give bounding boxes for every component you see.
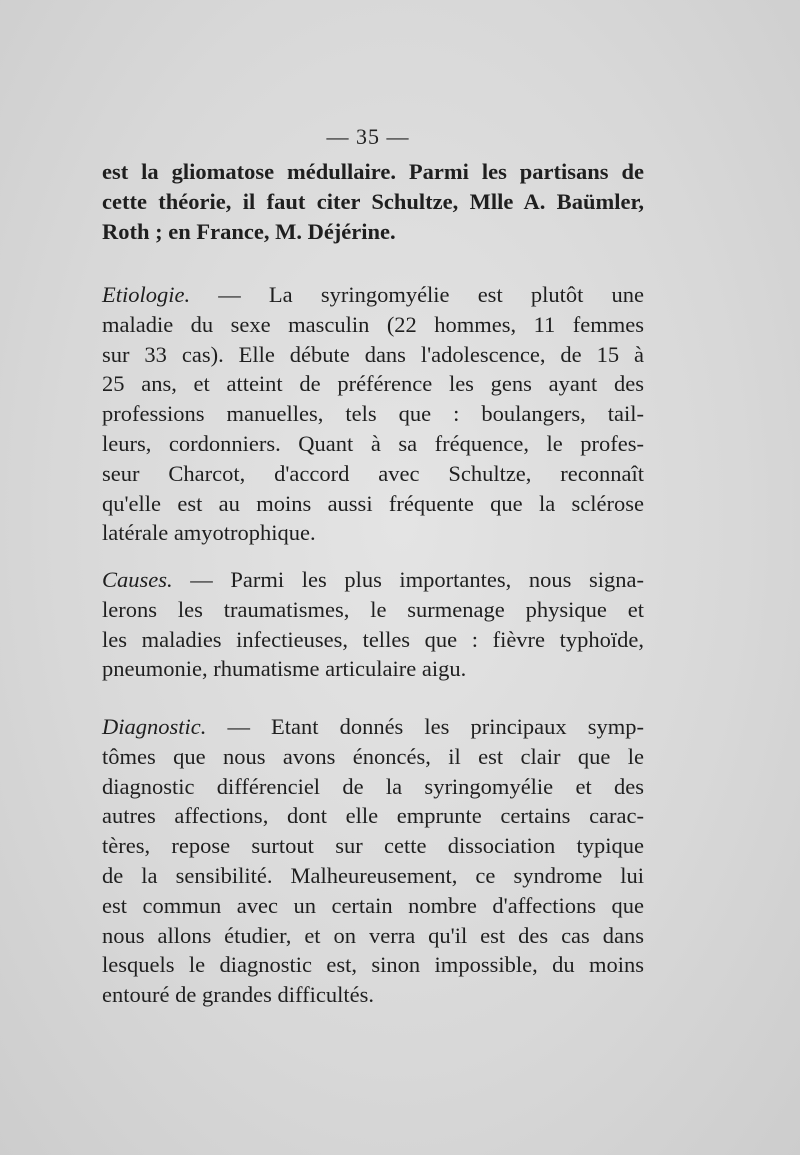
text-line: Roth ; en France, M. Déjérine. (102, 218, 396, 244)
text-line (102, 565, 644, 595)
text-line: lerons les traumatismes, le surmenage physique et (102, 596, 644, 622)
diagnostic-paragraph (102, 712, 644, 1010)
text-line: professions manuelles, tels que : boulangers, tail- (102, 401, 644, 427)
text-fragment: — Parmi les plus importantes, nous signa- (172, 567, 644, 592)
text-line (102, 712, 644, 742)
diagnostic-heading: Diagnostic. (102, 714, 207, 739)
text-line: tères, repose surtout sur cette dissociation typique (102, 833, 644, 859)
text-line: entouré de grandes difficultés. (102, 982, 374, 1008)
text-line: tômes que nous avons énoncés, il est clair que le (102, 743, 644, 769)
text-line: les maladies infectieuses, telles que : fièvre typhoïde, (102, 626, 644, 652)
text-line: de la sensibilité. Malheureusement, ce syndrome lui (102, 862, 644, 888)
text-line: 25 ans, et atteint de préférence les gens ayant des (102, 371, 644, 397)
text-line: pneumonie, rhumatisme articulaire aigu. (102, 656, 467, 682)
text-line: qu'elle est au moins aussi fréquente que la sclérose (102, 490, 644, 516)
text-fragment: — Etant donnés les principaux symp- (206, 714, 644, 739)
text-line: maladie du sexe masculin (22 hommes, 11 femmes (102, 311, 644, 337)
text-line: est la gliomatose médullaire. Parmi les partisans de (102, 159, 644, 184)
etiologie-paragraph (102, 280, 644, 548)
causes-heading: Causes. (102, 567, 173, 592)
text-line (102, 280, 644, 310)
page-number: — 35 — (326, 124, 410, 149)
text-line: est commun avec un certain nombre d'affections que (102, 892, 644, 918)
text-line: seur Charcot, d'accord avec Schultze, reconnaît (102, 460, 644, 486)
text-line: sur 33 cas). Elle débute dans l'adolescence, de 15 à (102, 341, 644, 367)
text-line: nous allons étudier, et on verra qu'il est des cas dans (102, 922, 644, 948)
text-line: latérale amyotrophique. (102, 520, 316, 546)
text-fragment: — La syringomyélie est plutôt une (190, 282, 644, 307)
text-line: diagnostic différenciel de la syringomyélie et des (102, 773, 644, 799)
text-line: leurs, cordonniers. Quant à sa fréquence, le profes- (102, 430, 644, 456)
text-line: autres affections, dont elle emprunte certains carac- (102, 803, 644, 829)
etiologie-heading: Etiologie. (102, 282, 191, 307)
causes-paragraph (102, 565, 644, 684)
text-line: lesquels le diagnostic est, sinon impossible, du moins (102, 952, 644, 978)
text-line: cette théorie, il faut citer Schultze, Mlle A. Baümler, (102, 188, 644, 214)
intro-paragraph (102, 157, 644, 246)
